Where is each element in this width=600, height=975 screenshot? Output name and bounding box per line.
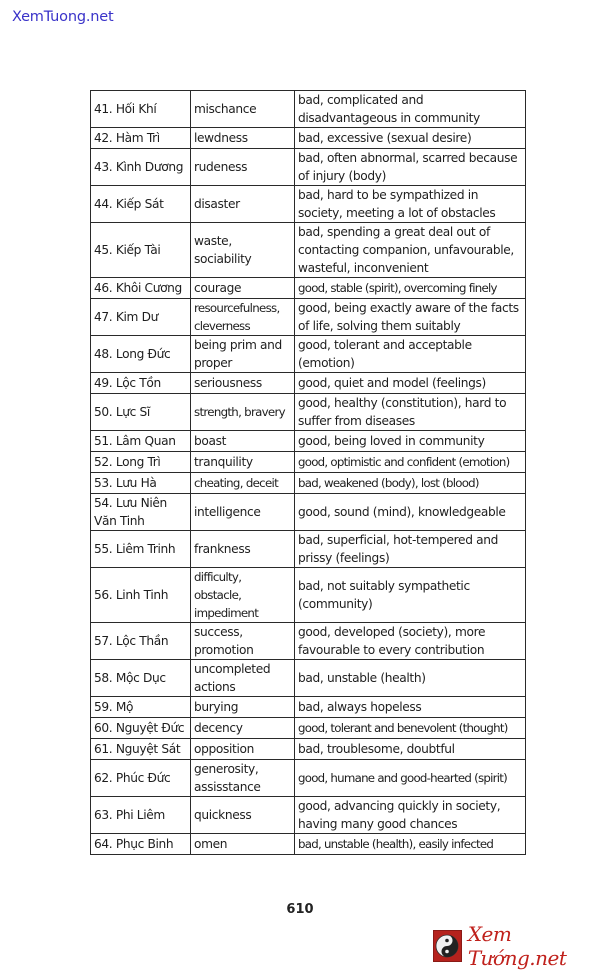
star-description: bad, superficial, hot-tempered and prissy (feelings) [295, 531, 526, 568]
star-name: 49. Lộc Tồn [91, 373, 191, 394]
star-name: 61. Nguyệt Sát [91, 739, 191, 760]
table-row [91, 149, 526, 186]
star-description: good, advancing quickly in society, having many good chances [295, 797, 526, 834]
star-description: bad, troublesome, doubtful [295, 739, 526, 760]
table-row [91, 739, 526, 760]
star-name: 58. Mộc Dục [91, 660, 191, 697]
star-name: 56. Linh Tinh [91, 568, 191, 623]
table-row [91, 718, 526, 739]
table-row [91, 797, 526, 834]
star-description: good, being exactly aware of the facts of life, solving them suitably [295, 299, 526, 336]
star-description: bad, spending a great deal out of contacting companion, unfavourable, wasteful, inconvenient [295, 223, 526, 278]
star-meaning: rudeness [191, 149, 295, 186]
star-name: 41. Hối Khí [91, 91, 191, 128]
star-name: 42. Hàm Trì [91, 128, 191, 149]
star-description: good, developed (society), more favourable to every contribution [295, 623, 526, 660]
star-name: 59. Mộ [91, 697, 191, 718]
star-name: 50. Lực Sĩ [91, 394, 191, 431]
star-meaning: burying [191, 697, 295, 718]
table-row [91, 373, 526, 394]
table-row [91, 299, 526, 336]
page-number: 610 [286, 902, 314, 917]
star-name: 64. Phục Binh [91, 834, 191, 855]
star-meaning: intelligence [191, 494, 295, 531]
table-row [91, 186, 526, 223]
star-meaning: frankness [191, 531, 295, 568]
table-row [91, 452, 526, 473]
star-description: good, tolerant and benevolent (thought) [295, 718, 526, 739]
star-meaning: opposition [191, 739, 295, 760]
star-description: bad, often abnormal, scarred because of injury (body) [295, 149, 526, 186]
logo-text: Xem Tướng.net [467, 922, 567, 970]
star-description: bad, excessive (sexual desire) [295, 128, 526, 149]
star-description: bad, unstable (health), easily infected [295, 834, 526, 855]
star-description: good, being loved in community [295, 431, 526, 452]
star-meaning: resourcefulness, cleverness [191, 299, 295, 336]
star-meaning: decency [191, 718, 295, 739]
star-name: 47. Kim Dư [91, 299, 191, 336]
star-meaning: omen [191, 834, 295, 855]
star-meaning: disaster [191, 186, 295, 223]
star-meaning: boast [191, 431, 295, 452]
star-meaning: being prim and proper [191, 336, 295, 373]
star-description: good, healthy (constitution), hard to suffer from diseases [295, 394, 526, 431]
star-meaning: strength, bravery [191, 394, 295, 431]
star-meaning: uncompleted actions [191, 660, 295, 697]
table-row [91, 431, 526, 452]
star-name: 43. Kình Dương [91, 149, 191, 186]
table-row [91, 394, 526, 431]
star-meaning: cheating, deceit [191, 473, 295, 494]
star-meaning: mischance [191, 91, 295, 128]
star-description: bad, always hopeless [295, 697, 526, 718]
star-name: 60. Nguyệt Đức [91, 718, 191, 739]
table-row [91, 336, 526, 373]
yin-yang-icon [433, 930, 462, 962]
star-meaning: lewdness [191, 128, 295, 149]
star-name: 57. Lộc Thần [91, 623, 191, 660]
table-row [91, 760, 526, 797]
star-description: good, quiet and model (feelings) [295, 373, 526, 394]
star-meaning: success, promotion [191, 623, 295, 660]
table-row [91, 531, 526, 568]
star-description: bad, hard to be sympathized in society, meeting a lot of obstacles [295, 186, 526, 223]
star-description: good, optimistic and confident (emotion) [295, 452, 526, 473]
star-name: 53. Lưu Hà [91, 473, 191, 494]
star-name: 48. Long Đức [91, 336, 191, 373]
star-description: bad, not suitably sympathetic (community) [295, 568, 526, 623]
star-description: good, stable (spirit), overcoming finely [295, 278, 526, 299]
star-name: 52. Long Trì [91, 452, 191, 473]
star-name: 44. Kiếp Sát [91, 186, 191, 223]
star-name: 62. Phúc Đức [91, 760, 191, 797]
table-row [91, 91, 526, 128]
star-description: good, sound (mind), knowledgeable [295, 494, 526, 531]
table-row [91, 568, 526, 623]
star-name: 55. Liêm Trinh [91, 531, 191, 568]
table-row [91, 128, 526, 149]
star-meaning: tranquility [191, 452, 295, 473]
star-name: 63. Phi Liêm [91, 797, 191, 834]
table-row [91, 623, 526, 660]
star-meaning: quickness [191, 797, 295, 834]
star-description: good, tolerant and acceptable (emotion) [295, 336, 526, 373]
table-row [91, 473, 526, 494]
star-name: 54. Lưu Niên Văn Tinh [91, 494, 191, 531]
star-meaning: seriousness [191, 373, 295, 394]
star-name: 46. Khôi Cương [91, 278, 191, 299]
star-name: 51. Lâm Quan [91, 431, 191, 452]
star-meaning: courage [191, 278, 295, 299]
table-row [91, 223, 526, 278]
star-glossary-table [90, 90, 526, 855]
table-row [91, 278, 526, 299]
star-description: bad, complicated and disadvantageous in community [295, 91, 526, 128]
star-meaning: waste, sociability [191, 223, 295, 278]
table-row [91, 494, 526, 531]
star-description: bad, unstable (health) [295, 660, 526, 697]
star-name: 45. Kiếp Tài [91, 223, 191, 278]
star-description: good, humane and good-hearted (spirit) [295, 760, 526, 797]
star-description: bad, weakened (body), lost (blood) [295, 473, 526, 494]
star-meaning: difficulty, obstacle, impediment [191, 568, 295, 623]
site-logo [433, 922, 600, 970]
table-row [91, 834, 526, 855]
star-meaning: generosity, assisstance [191, 760, 295, 797]
table-row [91, 660, 526, 697]
table-row [91, 697, 526, 718]
site-watermark: XemTuong.net [12, 9, 114, 25]
